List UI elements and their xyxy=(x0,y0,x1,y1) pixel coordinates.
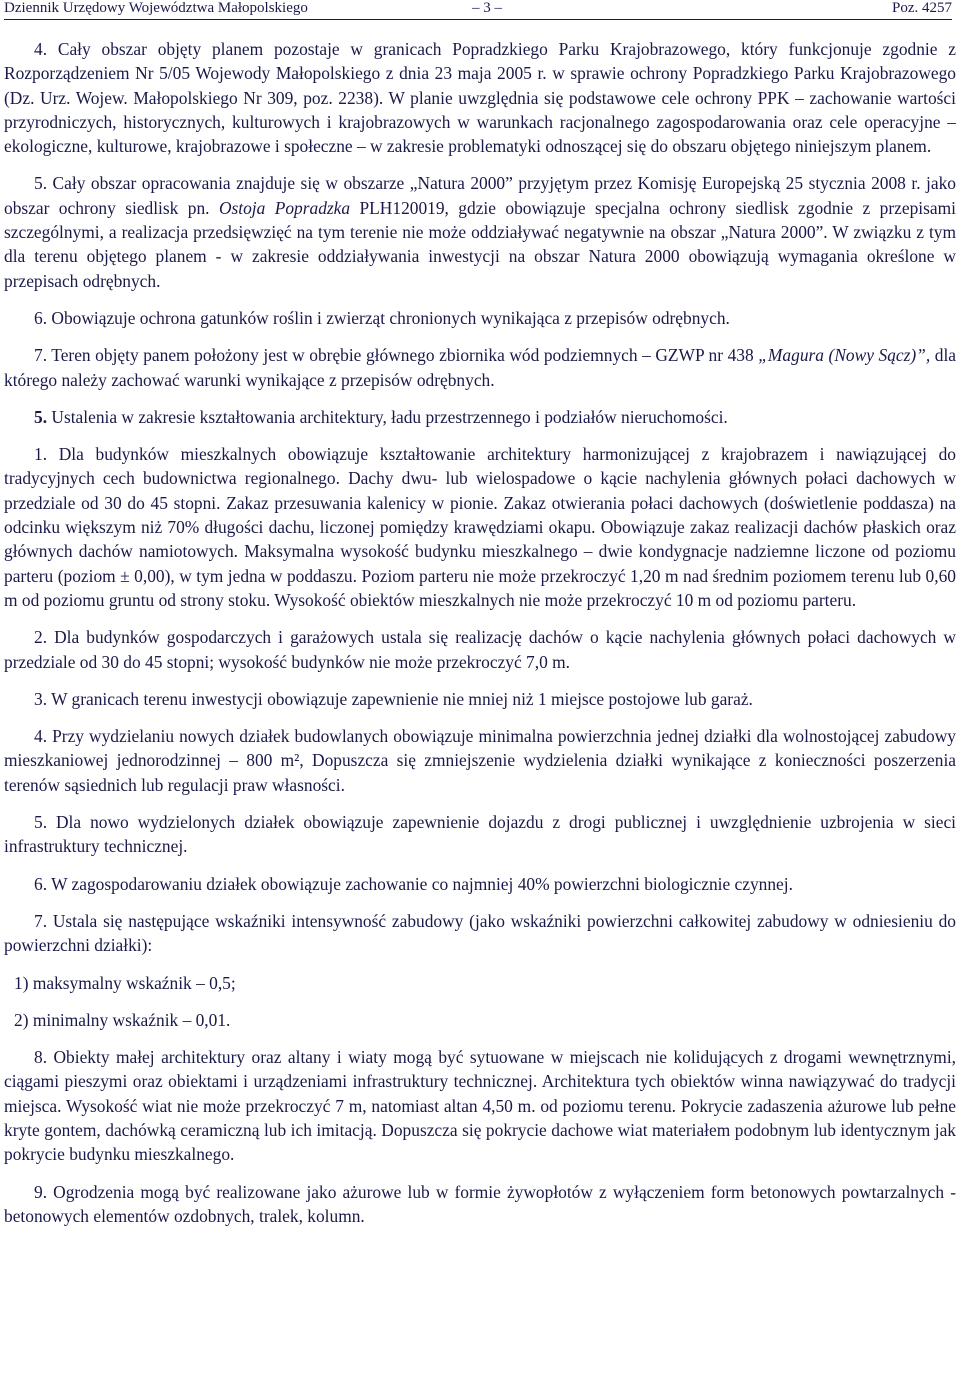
journal-title: Dziennik Urzędowy Województwa Małopolskiego xyxy=(4,0,308,16)
rule-8: 8. Obiekty małej architektury oraz altany i wiaty mogą być sytuowane w miejscach nie kolidujących z drogami wewnętrznymi, ciągami pieszymi oraz obiektami i urządzeniami infrastruktury technicznej. Architektura tych obiektów winna nawiązywać do tradycji miejsca. Wysokość wiat nie może przekroczyć 7 m, natomiast altan 4,50 m. od poziomu terenu. Pokrycie zadaszenia ażurowe lub pełne kryte gontem, dachówką ceramiczną lub ich imitacją. Dopuszcza się pokrycie dachowe wiat materiałem podobnym lub identycznym jak pokrycie budynku mieszkalnego. xyxy=(4,1047,956,1165)
rule-6: 6. W zagospodarowaniu działek obowiązuje zachowanie co najmniej 40% powierzchni biologicznie czynnej. xyxy=(34,873,793,894)
document-body xyxy=(4,37,956,1228)
section-number: 5. xyxy=(34,406,48,427)
rule-9: 9. Ogrodzenia mogą być realizowane jako ażurowe lub w formie żywopłotów z wyłączeniem form betonowych powtarzalnych - betonowych elementów ozdobnych, tralek, kolumn. xyxy=(4,1181,956,1226)
aquifer-name: „Magura (Nowy Sącz)”, xyxy=(758,345,931,366)
rule-4: 4. Przy wydzielaniu nowych działek budowlanych obowiązuje minimalna powierzchnia jednej działki dla wolnostojącej zabudowy mieszkaniowej jednorodzinnej – 800 m², Dopuszcza się zmniejszenie wydzielenia działki wynikające z konieczności poszerzenia terenów sąsiednich lub regulacji praw własności. xyxy=(4,726,956,795)
page-number: – 3 – xyxy=(472,0,502,16)
rule-7-item-1: 1) maksymalny wskaźnik – 0,5; xyxy=(14,972,236,993)
position-number: Poz. 4257 xyxy=(892,0,952,16)
paragraph-7: 7. Teren objęty panem położony jest w obrębie głównego zbiornika wód podziemnych – GZWP nr 438 „Magura (Nowy Sącz)”, dla którego należy zachować warunki wynikające z przepisów odrębnych. xyxy=(4,345,957,390)
paragraph-5: 5. Cały obszar opracowania znajduje się w obszarze „Natura 2000” przyjętym przez Komisję Europejską 25 stycznia 2008 r. jako obszar ochrony siedlisk pn. Ostoja Popradzka PLH120019, gdzie obowiązuje specjalna ochrony siedlisk zgodnie z przepisami szczególnymi, a realizacja przedsięwzięć na tym terenie nie może oddziaływać negatywnie na obszar „Natura 2000”. W związku z tym dla terenu objętego planem - w zakresie oddziaływania inwestycji na obszar Natura 2000 obowiązują wymagania określone w przepisach odrębnych. xyxy=(4,173,956,291)
rule-2: 2. Dla budynków gospodarczych i garażowych ustala się realizację dachów o kącie nachylenia głównych połaci dachowych w przedziale od 30 do 45 stopni; wysokość budynków nie może przekroczyć 7,0 m. xyxy=(4,627,956,672)
rule-7-item-2: 2) minimalny wskaźnik – 0,01. xyxy=(14,1009,231,1030)
rule-7: 7. Ustala się następujące wskaźniki intensywność zabudowy (jako wskaźniki powierzchni całkowitej zabudowy w odniesieniu do powierzchni działki): xyxy=(4,910,956,956)
page-header xyxy=(4,0,952,20)
section-5-heading: 5. Ustalenia w zakresie kształtowania architektury, ładu przestrzennego i podziałów nieruchomości. xyxy=(34,406,728,427)
rule-1: 1. Dla budynków mieszkalnych obowiązuje kształtowanie architektury harmonizującej z krajobrazem i nawiązującej do tradycyjnych cech budownictwa regionalnego. Dachy dwu- lub wielospadowe o kącie nachylenia głównych połaci dachowych w przedziale od 30 do 45 stopni. Zakaz przesuwania kalenicy w pionie. Zakaz otwierania połaci dachowych (doświetlenie poddasza) na odcinku większym niż 70% długości dachu, liczonej pomiędzy krawędziami okapu. Obowiązuje zakaz realizacji dachów płaskich oraz głównych dachów namiotowych. Maksymalna wysokość budynku mieszkalnego – dwie kondygnacje nadziemne liczone od poziomu parteru (poziom ± 0,00), w tym jedna w poddaszu. Poziom parteru nie może przekroczyć 1,20 m nad średnim poziomem terenu lub 0,60 m od poziomu gruntu od strony stoku. Wysokość obiektów mieszkalnych nie może przekroczyć 10 m od poziomu parteru. xyxy=(4,444,956,610)
rule-3: 3. W granicach terenu inwestycji obowiązuje zapewnienie nie mniej niż 1 miejsce postojowe lub garaż. xyxy=(34,688,753,709)
paragraph-4: 4. Cały obszar objęty planem pozostaje w granicach Popradzkiego Parku Krajobrazowego, który funkcjonuje zgodnie z Rozporządzeniem Nr 5/05 Wojewody Małopolskiego z dnia 23 maja 2005 r. w sprawie ochrony Popradzkiego Parku Krajobrazowego (Dz. Urz. Wojew. Małopolskiego Nr 309, poz. 2238). W planie uwzględnia się podstawowe cele ochrony PPK – zachowanie wartości przyrodniczych, historycznych, kulturowych i krajobrazowych w warunkach racjonalnego zagospodarowania oraz cele operacyjne – ekologiczne, kulturowe, krajobrazowe i społeczne – w zakresie problematyki odnoszącej się do obszaru objętego niniejszym planem. xyxy=(4,39,956,157)
rule-5: 5. Dla nowo wydzielonych działek obowiązuje zapewnienie dojazdu z drogi publicznej i uwzględnienie uzbrojenia w sieci infrastruktury technicznej. xyxy=(4,812,956,857)
paragraph-6: 6. Obowiązuje ochrona gatunków roślin i zwierząt chronionych wynikająca z przepisów odrębnych. xyxy=(34,307,730,328)
site-name: Ostoja Popradzka xyxy=(218,197,351,218)
